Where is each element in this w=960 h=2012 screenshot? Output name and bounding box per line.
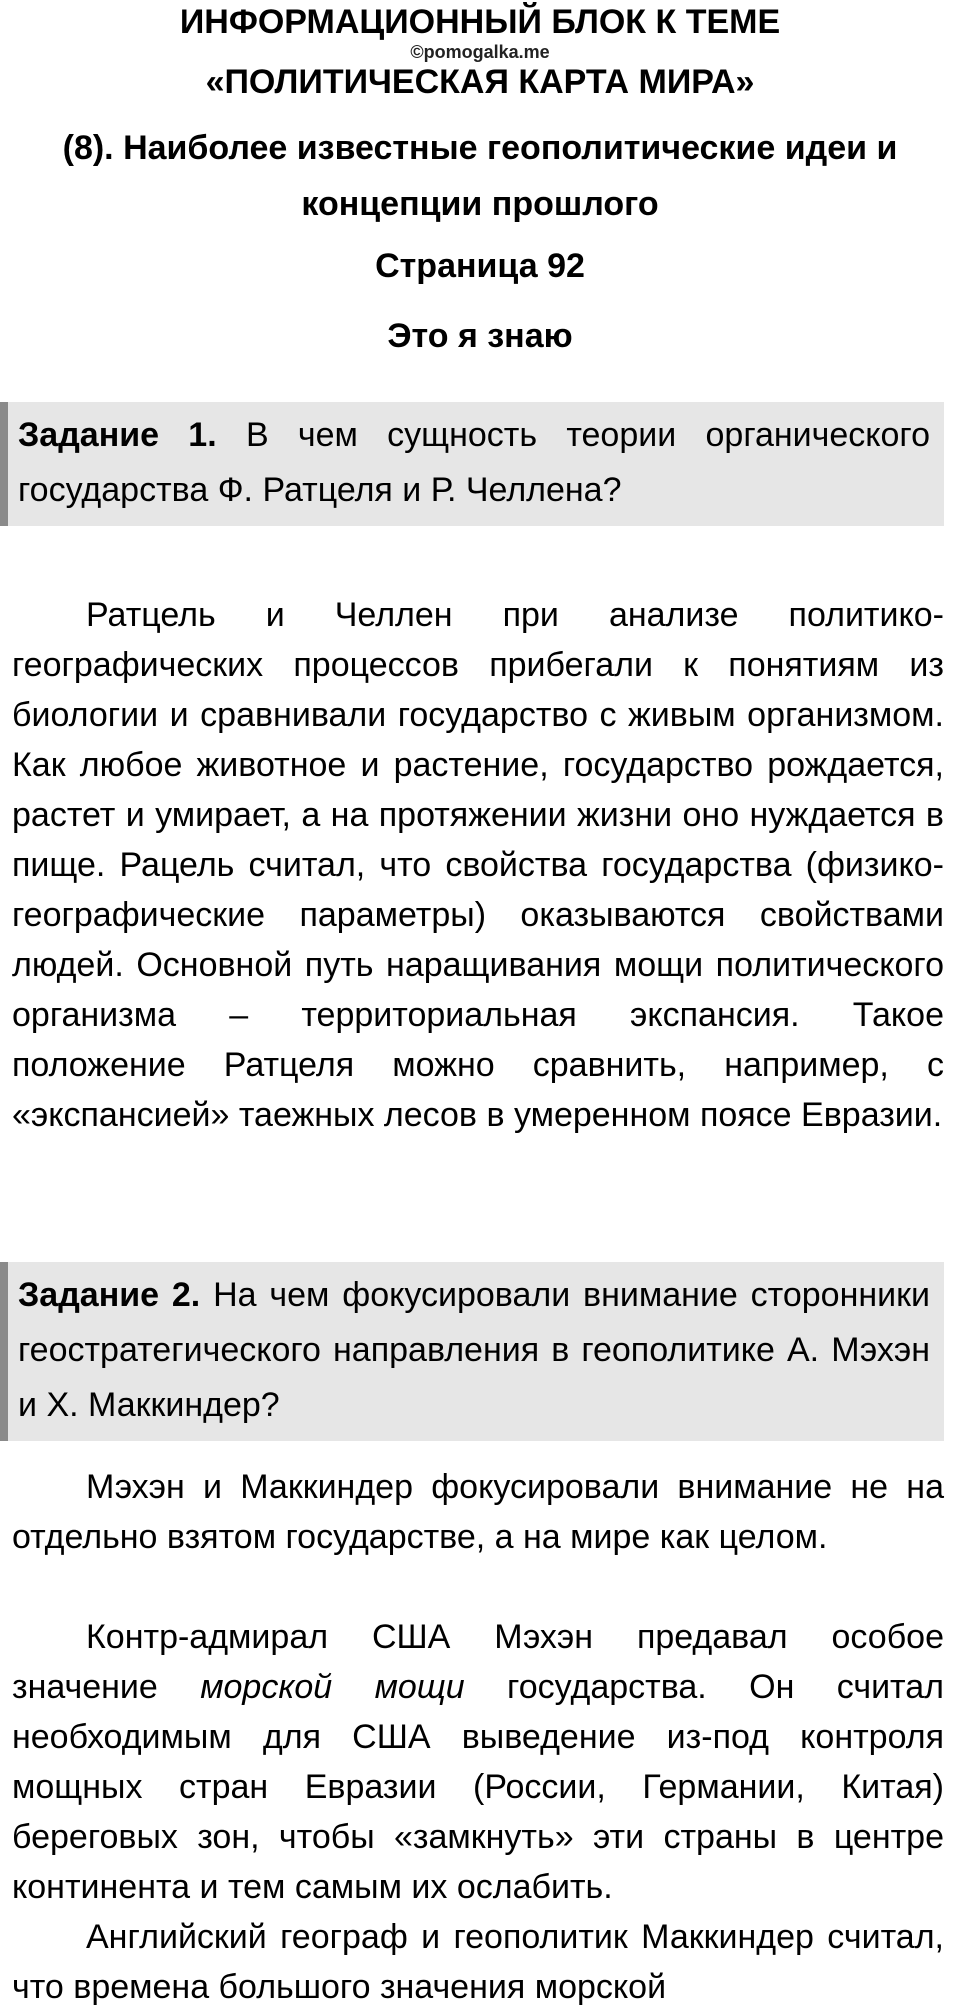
answer-2-paragraph-2-end: государства. Он считал необходимым для США выведение из-под контроля мощных стран Евразии (России, Германии, Китая) береговых зон, чтобы «замкнуть» эти страны в центре континента и тем самым их ослабить. (12, 1668, 944, 1906)
task-2-box (0, 1262, 944, 1441)
task-2-question: На чем фокусировали внимание сторонники геостратегического направления в геополитике А. Мэхэн и Х. Маккиндер? (18, 1276, 931, 1424)
task-1-question: В чем сущность теории органического государства Ф. Ратцеля и Р. Челлена? (18, 416, 930, 509)
answer-2-paragraph-2 (12, 1612, 944, 1912)
task-1-box (0, 402, 944, 526)
task-1-label: Задание 1. (18, 416, 217, 454)
document-title-line2: «ПОЛИТИЧЕСКАЯ КАРТА МИРА» (205, 63, 755, 101)
answer-2-paragraph-3: Английский географ и геополитик Маккиндер считал, что времена большого значения морской (12, 1918, 944, 2006)
answer-2-emphasis: морской мощи (200, 1668, 465, 1706)
answer-1-paragraph: Ратцель и Челлен при анализе политико-географических процессов прибегали к понятиям из биологии и сравнивали государство с живым организмом. Как любое животное и растение, государство рождается, растет и умирает, а на протяжении жизни оно нуждается в пище. Рацель считал, что свойства государства (физико-географические параметры) оказываются свойствами людей. Основной путь наращивания мощи политического организма – территориальная экспансия. Такое положение Ратцеля можно сравнить, например, с «экспансией» таежных лесов в умеренном поясе Евразии. (12, 596, 944, 1134)
document-title-line1: ИНФОРМАЦИОННЫЙ БЛОК К ТЕМЕ (179, 3, 781, 41)
answer-2-paragraph-2-start: Контр-адмирал США Мэхэн предавал особое значение (12, 1618, 944, 1706)
task-2-label: Задание 2. (18, 1276, 201, 1314)
subsection-heading: Это я знаю (387, 317, 573, 355)
section-heading: (8). Наиболее известные геополитические идеи и концепции прошлого (62, 129, 898, 223)
page-number-heading: Страница 92 (375, 247, 585, 285)
watermark-text: ©pomogalka.me (410, 42, 550, 62)
answer-2-paragraph-1: Мэхэн и Маккиндер фокусировали внимание не на отдельно взятом государстве, а на мире как целом. (12, 1468, 944, 1556)
